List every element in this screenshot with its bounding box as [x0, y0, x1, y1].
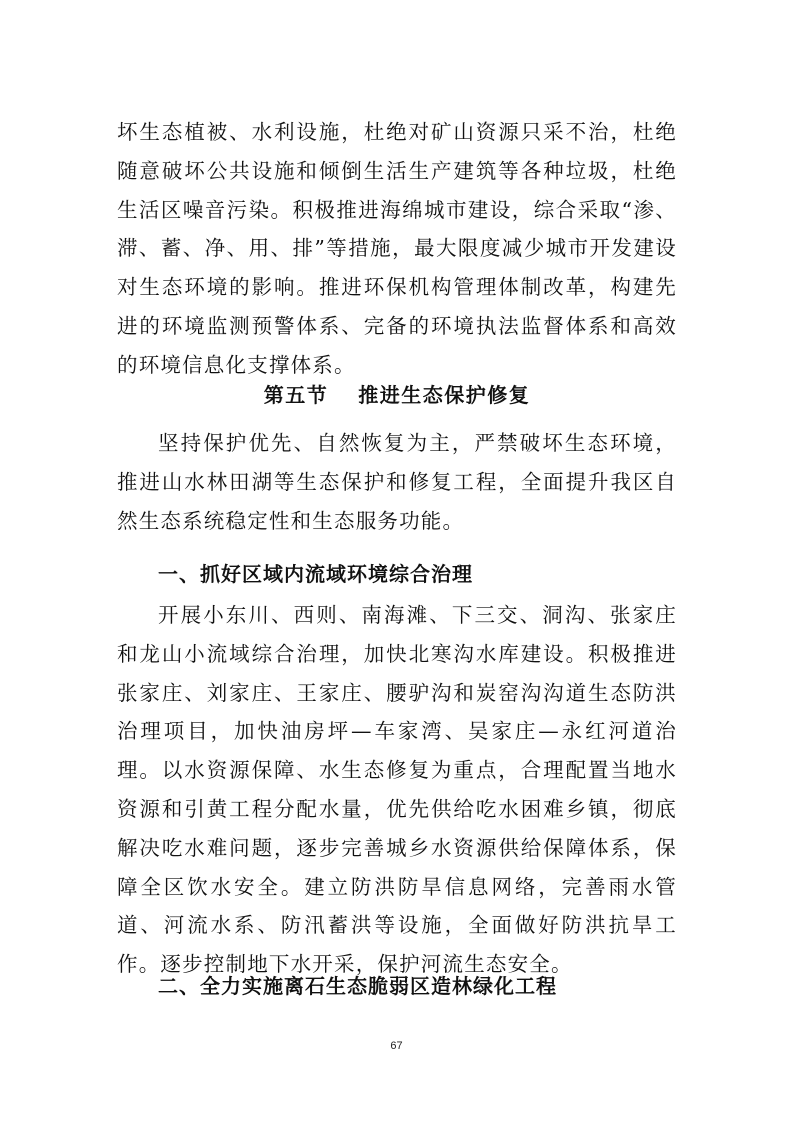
section-number: 第五节 [263, 383, 329, 407]
subheading-watershed-governance: 一、抓好区域内流域环境综合治理 [158, 562, 473, 586]
paragraph-watershed-governance: 开展小东川、西则、南海滩、下三交、洞沟、张家庄和龙山小流域综合治理，加快北寒沟水库建设。积极推进张家庄、刘家庄、王家庄、腰驴沟和炭窑沟沟道生态防洪治理项目，加快油房坪—车家湾、吴家庄—永红河道治理。以水资源保障、水生态修复为重点，合理配置当地水资源和引黄工程分配水量，优先供给吃水困难乡镇，彻底解决吃水难问题，逐步完善城乡水资源供给保障体系，保障全区饮水安全。建立防洪防旱信息网络，完善雨水管道、河流水系、防汛蓄洪等设施，全面做好防洪抗旱工作。逐步控制地下水开采，保护河流生态安全。 [117, 603, 677, 977]
subheading-afforestation: 二、全力实施离石生态脆弱区造林绿化工程 [158, 974, 557, 998]
section-heading [117, 376, 677, 414]
section-title-text: 推进生态保护修复 [358, 383, 531, 407]
paragraph-section-intro: 坚持保护优先、自然恢复为主，严禁破坏生态环境，推进山水林田湖等生态保护和修复工程，全面提升我区自然生态系统稳定性和生态服务功能。 [117, 431, 677, 533]
page-number: 67 [390, 1040, 403, 1052]
paragraph-continuation: 坏生态植被、水利设施，杜绝对矿山资源只采不治，杜绝随意破坏公共设施和倾倒生活生产建筑等各种垃圾，杜绝生活区噪音污染。积极推进海绵城市建设，综合采取“渗、滞、蓄、净、用、排”等措施，最大限度减少城市开发建设对生态环境的影响。推进环保机构管理体制改革，构建先进的环境监测预警体系、完备的环境执法监督体系和高效的环境信息化支撑体系。 [117, 120, 677, 377]
